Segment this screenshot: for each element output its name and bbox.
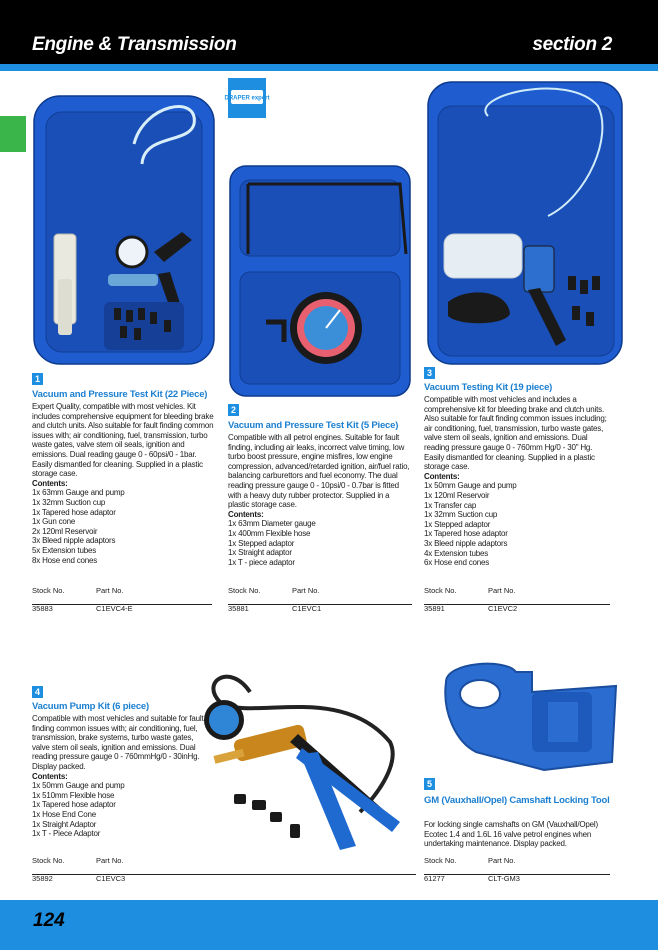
table-row (32, 605, 212, 614)
list-item: 1x 120ml Reservoir (424, 490, 490, 500)
stock-no: 35892 (32, 874, 53, 883)
product-description-3 (424, 395, 610, 568)
part-no: CLT-GM3 (488, 874, 520, 883)
product-description-text: Compatible with most vehicles and includes a comprehensive kit for bleeding brake and clutch units. Also suitable for fault finding common issues including; air conditioning, fuel, transmission, turbo waste gates, valve stem oil seals, ignition and emissions. Dual reading pressure gauge 0 - 760mm Hg/0 - 30" Hg. Easily dismantled for cleaning. Supplied in a plastic storage case. (424, 395, 607, 472)
part-no: C1EVC3 (96, 874, 126, 883)
list-item: 1x 400mm Flexible hose (228, 528, 311, 538)
list-item: 1x Tapered hose adaptor (424, 529, 508, 539)
list-item: 1x 50mm Gauge and pump (424, 481, 517, 491)
list-item: 1x 63mm Gauge and pump (32, 488, 125, 498)
list-item: 2x 120ml Reservoir (32, 526, 98, 536)
contents-heading: Contents: (32, 771, 68, 781)
product-image-2 (228, 162, 412, 400)
list-item: 1x Stepped adaptor (424, 519, 491, 529)
product-image-5 (436, 662, 620, 774)
table-row (32, 875, 416, 884)
contents-heading: Contents: (228, 509, 264, 519)
header-bar (0, 0, 658, 64)
stock-header: Stock No. (32, 586, 65, 595)
stock-header: Stock No. (228, 586, 261, 595)
part-header: Part No. (292, 586, 320, 595)
list-item: 1x Transfer cap (424, 500, 477, 510)
contents-list (228, 519, 412, 567)
table-header (424, 587, 610, 596)
list-item: 1x Straight Adaptor (32, 819, 97, 829)
stock-no: 35883 (32, 604, 53, 613)
product-description-2 (228, 433, 412, 567)
stock-table-1 (32, 587, 212, 614)
divider (32, 874, 416, 875)
draper-logo-text: DRAPER expert (224, 95, 270, 102)
contents-list (32, 488, 214, 565)
page-number: 124 (33, 910, 65, 931)
product-description-text: For locking single camshafts on GM (Vauxhall/Opel) Ecotec 1.4 and 1.6L 16 valve petrol engines when undertaking maintenance. Display packed. (424, 820, 598, 849)
list-item: 1x 50mm Gauge and pump (32, 781, 125, 791)
product-description-text: Compatible with all petrol engines. Suitable for fault finding, including air leaks, incorrect valve timing, low turbo boost pressure, engine misfires, low engine compression, advanced/retarded ignition, air/fuel ratio, balancing carburettors and fuel economy. The dual reading pressure gauge 0 - 10psi/0 - 0.7bar is fitted with a heavy duty rubber protector. Supplied in a plastic storage case. (228, 433, 410, 510)
part-no: C1EVC2 (488, 604, 518, 613)
stock-table-5 (424, 857, 610, 884)
list-item: 6x Hose end cones (424, 558, 490, 568)
stock-table-3 (424, 587, 610, 614)
list-item: 1x T - piece adaptor (228, 557, 295, 567)
product-image-4 (190, 662, 418, 878)
contents-list (424, 481, 610, 567)
stock-no: 35891 (424, 604, 445, 613)
product-title-3: Vacuum Testing Kit (19 piece) (424, 382, 553, 393)
part-header: Part No. (96, 586, 124, 595)
product-description-4 (32, 714, 208, 839)
list-item: 1x 63mm Diameter gauge (228, 519, 316, 529)
product-description-5 (424, 820, 610, 849)
product-description-1 (32, 402, 214, 565)
list-item: 1x Tapered hose adaptor (32, 507, 116, 517)
table-header (32, 857, 416, 866)
product-number-5: 5 (424, 778, 435, 790)
product-description-text: Expert Quality, compatible with most vehicles. Kit includes comprehensive equipment for bleeding brake and clutch units. Also suitable for fault finding common issues with; air conditioning, fuel, transmission, turbo waste gates, valve stem oil seals, ignition and emissions. Dual reading gauge 0 - 60psi/0 - 1bar. Easily dismantled for cleaning. Supplied in a plastic storage case. (32, 402, 214, 479)
stock-table-4 (32, 857, 416, 884)
list-item: 8x Hose end cones (32, 555, 98, 565)
table-header (424, 857, 610, 866)
stock-no: 61277 (424, 874, 445, 883)
footer-bar (0, 900, 658, 950)
stock-header: Stock No. (424, 586, 457, 595)
part-no: C1EVC1 (292, 604, 322, 613)
contents-list (32, 781, 208, 839)
header-stripe (0, 64, 658, 71)
product-title-2: Vacuum and Pressure Test Kit (5 Piece) (228, 420, 399, 431)
part-no: C1EVC4-E (96, 604, 133, 613)
section-label: section 2 (532, 34, 612, 55)
list-item: 1x Hose End Cone (32, 809, 96, 819)
list-item: 1x Stepped adaptor (228, 538, 295, 548)
contents-heading: Contents: (424, 471, 460, 481)
table-row (424, 875, 610, 884)
list-item: 1x T - Piece Adaptor (32, 829, 101, 839)
table-header (228, 587, 412, 596)
table-row (424, 605, 610, 614)
part-header: Part No. (488, 586, 516, 595)
table-header (32, 587, 212, 596)
list-item: 3x Bleed nipple adaptors (32, 536, 116, 546)
product-title-4: Vacuum Pump Kit (6 piece) (32, 701, 149, 712)
page-section-title: Engine & Transmission (32, 34, 237, 55)
product-image-1 (34, 84, 216, 368)
stock-no: 35881 (228, 604, 249, 613)
contents-heading: Contents: (32, 478, 68, 488)
stock-table-2 (228, 587, 412, 614)
product-number-2: 2 (228, 404, 239, 416)
part-header: Part No. (488, 856, 516, 865)
list-item: 3x Bleed nipple adaptors (424, 538, 508, 548)
table-row (228, 605, 412, 614)
list-item: 1x Tapered hose adaptor (32, 800, 116, 810)
product-number-1: 1 (32, 373, 43, 385)
list-item: 1x 32mm Suction cup (424, 510, 498, 520)
section-tab (0, 116, 26, 152)
stock-header: Stock No. (424, 856, 457, 865)
product-title-1: Vacuum and Pressure Test Kit (22 Piece) (32, 389, 208, 400)
product-description-text: Compatible with most vehicles and suitable for fault finding common issues with; air conditioning, fuel, transmission, brake systems, turbo waste gates, valve stem oil seals, ignition and emissions. Dual reading pressure gauge 0 - 760mmHg/0 - 30inHg. Display packed. (32, 714, 204, 771)
product-number-3: 3 (424, 367, 435, 379)
list-item: 1x Straight adaptor (228, 548, 292, 558)
list-item: 5x Extension tubes (32, 545, 96, 555)
list-item: 1x Gun cone (32, 517, 76, 527)
draper-logo (224, 78, 270, 118)
product-number-4: 4 (32, 686, 43, 698)
part-header: Part No. (96, 856, 124, 865)
product-title-5: GM (Vauxhall/Opel) Camshaft Locking Tool (424, 795, 610, 806)
stock-header: Stock No. (32, 856, 65, 865)
list-item: 1x 32mm Suction cup (32, 497, 106, 507)
list-item: 4x Extension tubes (424, 548, 488, 558)
product-image-3 (428, 76, 622, 366)
list-item: 1x 510mm Flexible hose (32, 790, 115, 800)
